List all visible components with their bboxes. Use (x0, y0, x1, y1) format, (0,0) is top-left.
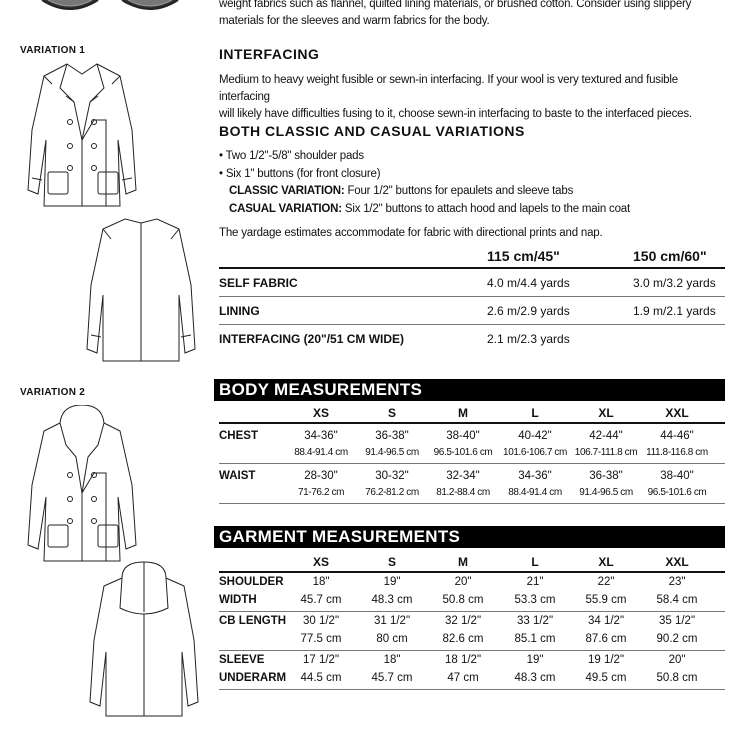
fabric-swatch-icon (20, 0, 200, 14)
garment-measurements-title: GARMENT MEASUREMENTS (214, 526, 725, 548)
garment-size-header-row: XS S M L XL XXL (219, 555, 725, 573)
yardage-col-115: 115 cm/45" (487, 248, 560, 264)
table-row: LINING 2.6 m/2.9 yards 1.9 m/2.1 yards (219, 297, 725, 325)
table-row: CHEST 34-36" 36-38" 38-40" 40-42" 42-44" 44-46" 88.4-91.4 cm 91.4-96.5 cm 96.5-101.6 cm 101.6-106.7 cm 106.7-111.8 cm 111.8-116.8 cm (219, 424, 725, 464)
table-row: CB LENGTH 30 1/2" 31 1/2" 32 1/2" 33 1/2" 34 1/2" 35 1/2" 77.5 cm 80 cm 82.6 cm 85.1 cm 87.6 cm 90.2 cm (219, 612, 725, 651)
notion-classic-variation: CLASSIC VARIATION: Four 1/2" buttons for epaulets and sleeve tabs (229, 185, 574, 197)
table-row: SELF FABRIC 4.0 m/4.4 yards 3.0 m/3.2 yards (219, 269, 725, 297)
body-size-header-row: XS S M L XL XXL (219, 406, 725, 424)
notion-shoulder-pads: • Two 1/2"-5/8" shoulder pads (219, 150, 364, 162)
notion-front-buttons: • Six 1" buttons (for front closure) (219, 167, 381, 180)
variation-1-label: VARIATION 1 (20, 45, 86, 56)
table-row: INTERFACING (20"/51 CM WIDE) 2.1 m/2.3 yards (219, 332, 570, 346)
garment-measurements-table (219, 555, 725, 690)
interfacing-line-1: Medium to heavy weight fusible or sewn-in interfacing. If your wool is very textured and fusible interfacing (219, 74, 678, 103)
yardage-col-150: 150 cm/60" (633, 248, 707, 264)
variation-2-label: VARIATION 2 (20, 387, 86, 398)
table-row: SHOULDER WIDTH 18" 19" 20" 21" 22" 23" 45.7 cm 48.3 cm 50.8 cm 53.3 cm 55.9 cm 58.4 cm (219, 573, 725, 612)
interfacing-line-2: will likely have difficulties fusing to it, choose sewn-in interfacing to baste to the interfaced pieces. (219, 108, 692, 120)
yardage-note: The yardage estimates accommodate for fabric with directional prints and nap. (219, 227, 603, 239)
yardage-table (219, 245, 725, 353)
coat-back-sketch-variation-1 (85, 215, 200, 365)
table-row: WAIST 28-30" 30-32" 32-34" 34-36" 36-38" 38-40" 71-76.2 cm 76.2-81.2 cm 81.2-88.4 cm 88.4-91.4 cm 91.4-96.5 cm 96.5-101.6 cm (219, 464, 725, 504)
fabric-intro-line-1: weight fabrics such as flannel, quilted lining materials, or brushed cotton. Consider using slippery (219, 0, 692, 10)
fabric-intro-line-2: materials for the sleeves and warm fabrics for the body. (219, 15, 490, 27)
coat-front-sketch-variation-1 (22, 60, 142, 210)
body-measurements-table (219, 406, 725, 504)
yardage-header-row (219, 245, 725, 269)
body-measurements-title: BODY MEASUREMENTS (214, 379, 725, 401)
interfacing-heading: INTERFACING (219, 46, 320, 62)
coat-front-sketch-variation-2 (22, 405, 142, 565)
table-row: SLEEVE UNDERARM 17 1/2" 18" 18 1/2" 19" 19 1/2" 20" 44.5 cm 45.7 cm 47 cm 48.3 cm 49.5 cm 50.8 cm (219, 651, 725, 690)
notion-casual-variation: CASUAL VARIATION: Six 1/2" buttons to attach hood and lapels to the main coat (229, 202, 630, 215)
coat-back-sketch-variation-2 (88, 560, 200, 720)
notions-heading: BOTH CLASSIC AND CASUAL VARIATIONS (219, 123, 525, 139)
